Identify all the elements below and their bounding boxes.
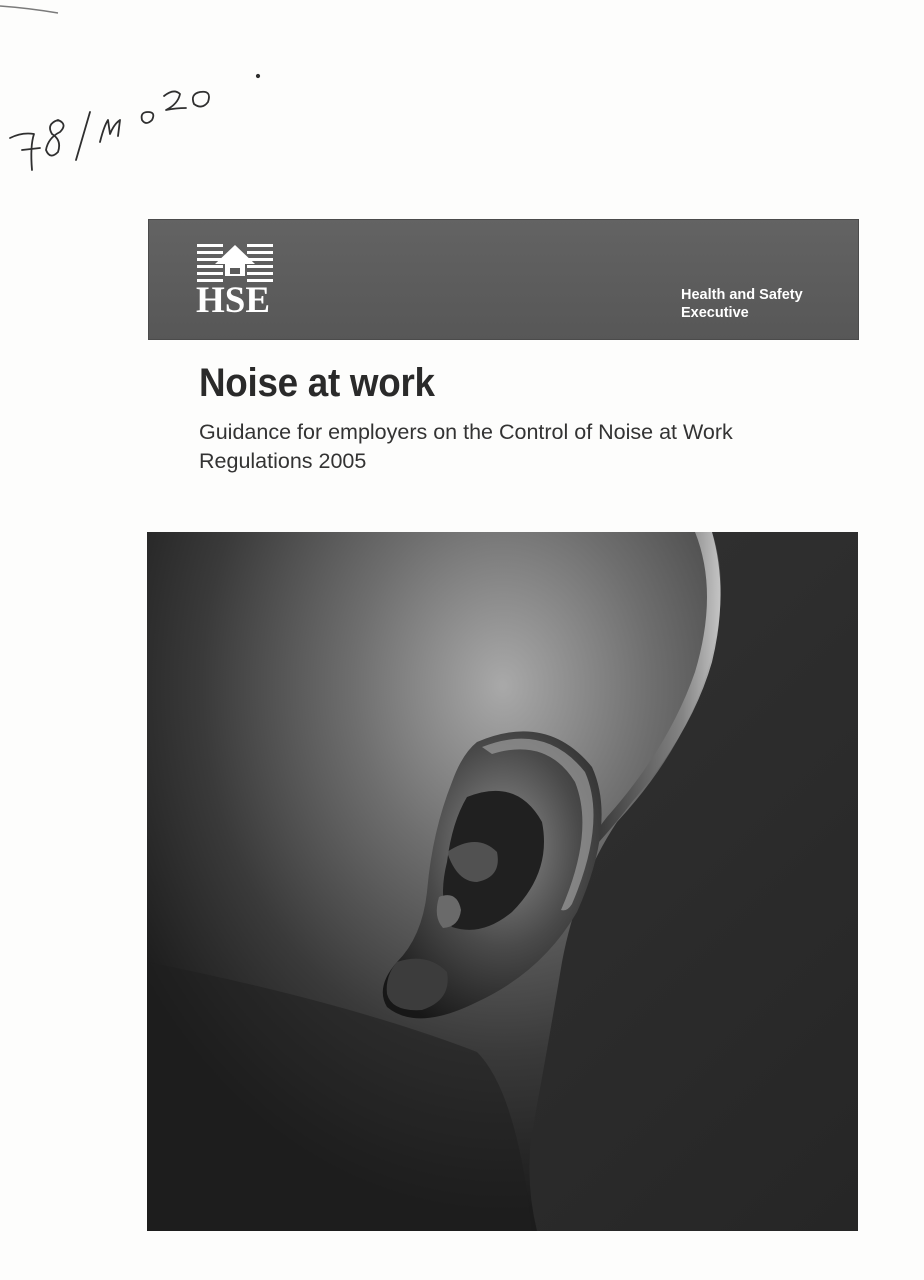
document-subtitle [199,418,839,476]
subtitle-line-1: Guidance for employers on the Control of Noise at Work [199,420,733,444]
handwritten-note [0,60,290,190]
org-name-line-2: Executive [681,305,749,321]
hse-header-bar [148,219,859,340]
org-name [681,286,851,322]
document-title: Noise at work [199,361,435,405]
subtitle-line-2: Regulations 2005 [199,449,367,473]
hse-logo-text: HSE [196,280,271,321]
org-name-line-1: Health and Safety [681,287,803,303]
pen-scratch-mark [0,0,70,20]
ear-illustration [147,532,858,1231]
cover-photo-ear [147,532,858,1231]
hse-logo [197,242,273,320]
